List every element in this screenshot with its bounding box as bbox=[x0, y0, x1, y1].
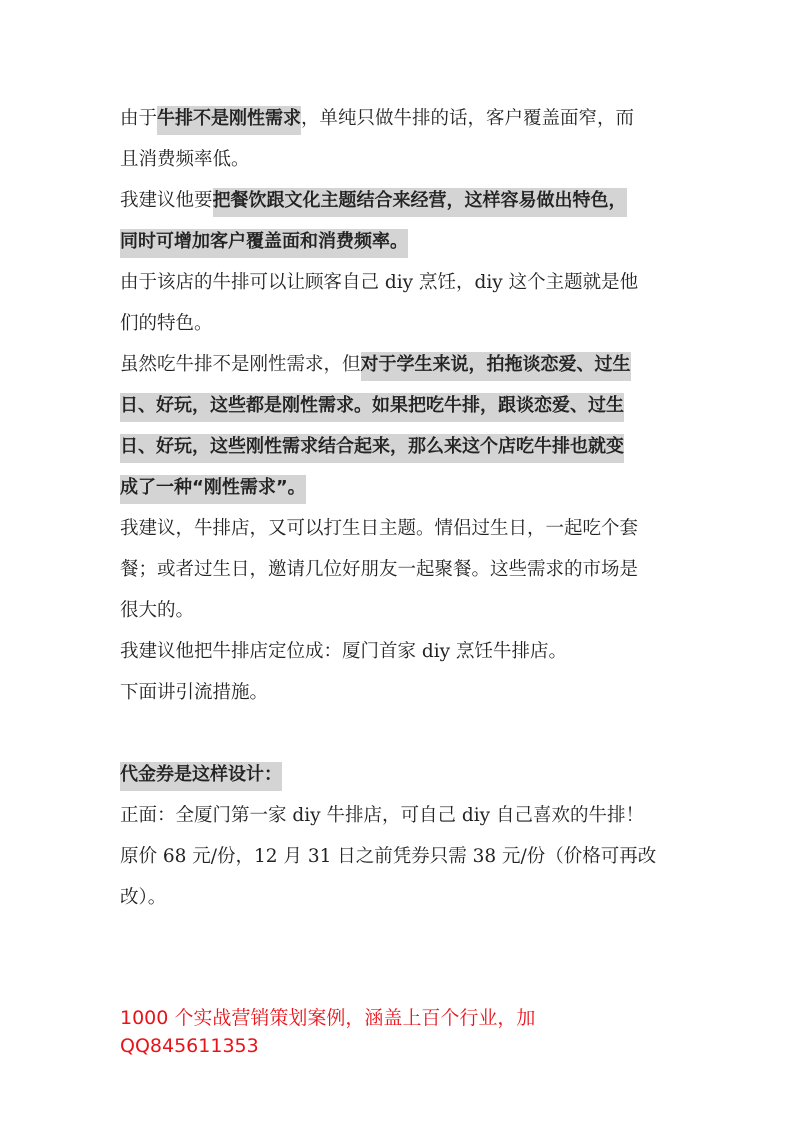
highlighted-text: 把餐饮跟文化主题结合来经营，这样容易做出特色， bbox=[213, 188, 627, 217]
text-line bbox=[120, 549, 676, 590]
text-line bbox=[120, 344, 676, 385]
text-line bbox=[120, 426, 676, 467]
body-text: 餐；或者过生日，邀请几位好朋友一起聚餐。这些需求的市场是 bbox=[120, 559, 639, 580]
promo-line-1: 1000 个实战营销策划案例，涵盖上百个行业，加 bbox=[120, 1007, 536, 1029]
body-text: 正面：全厦门第一家 diy 牛排店，可自己 diy 自己喜欢的牛排！ bbox=[120, 805, 644, 826]
text-line bbox=[120, 262, 676, 303]
body-text: ，单纯只做牛排的话，客户覆盖面窄，而 bbox=[301, 108, 635, 129]
text-line bbox=[120, 467, 676, 508]
body-text: 下面讲引流措施。 bbox=[120, 682, 269, 703]
body-text: 们的特色。 bbox=[120, 313, 213, 334]
body-text: 且消费频率低。 bbox=[120, 149, 250, 170]
text-line bbox=[120, 672, 676, 713]
text-line bbox=[120, 877, 676, 918]
body-text: 原价 68 元/份，12 月 31 日之前凭券只需 38 元/份（价格可再改 bbox=[120, 846, 657, 867]
promo-footer bbox=[120, 1004, 676, 1060]
body-text: 很大的。 bbox=[120, 600, 195, 621]
text-line bbox=[120, 139, 676, 180]
promo-line-2: QQ845611353 bbox=[120, 1035, 259, 1057]
text-line bbox=[120, 385, 676, 426]
highlighted-text: 对于学生来说，拍拖谈恋爱、过生 bbox=[361, 352, 631, 381]
text-line bbox=[120, 754, 676, 795]
highlighted-text: 成了一种“刚性需求”。 bbox=[120, 475, 306, 504]
highlighted-text: 日、好玩，这些都是刚性需求。如果把吃牛排，跟谈恋爱、过生 bbox=[120, 393, 624, 422]
body-text: 我建议他要 bbox=[120, 190, 213, 211]
text-line bbox=[120, 836, 676, 877]
document-body bbox=[120, 98, 676, 918]
highlighted-text: 同时可增加客户覆盖面和消费频率。 bbox=[120, 229, 408, 258]
highlighted-text: 代金券是这样设计： bbox=[120, 762, 282, 791]
text-line bbox=[120, 795, 676, 836]
body-text: 虽然吃牛排不是刚性需求，但 bbox=[120, 354, 361, 375]
highlighted-text: 牛排不是刚性需求 bbox=[157, 106, 301, 135]
highlighted-text: 日、好玩，这些刚性需求结合起来，那么来这个店吃牛排也就变 bbox=[120, 434, 624, 463]
text-line bbox=[120, 631, 676, 672]
body-text: 由于该店的牛排可以让顾客自己 diy 烹饪，diy 这个主题就是他 bbox=[120, 272, 639, 293]
text-line bbox=[120, 221, 676, 262]
blank-line bbox=[120, 713, 676, 754]
text-line bbox=[120, 508, 676, 549]
body-text: 改）。 bbox=[120, 887, 167, 908]
body-text: 由于 bbox=[120, 108, 158, 129]
text-line bbox=[120, 98, 676, 139]
text-line bbox=[120, 180, 676, 221]
text-line bbox=[120, 303, 676, 344]
body-text: 我建议他把牛排店定位成：厦门首家 diy 烹饪牛排店。 bbox=[120, 641, 567, 662]
body-text: 我建议，牛排店，又可以打生日主题。情侣过生日，一起吃个套 bbox=[120, 518, 639, 539]
text-line bbox=[120, 590, 676, 631]
